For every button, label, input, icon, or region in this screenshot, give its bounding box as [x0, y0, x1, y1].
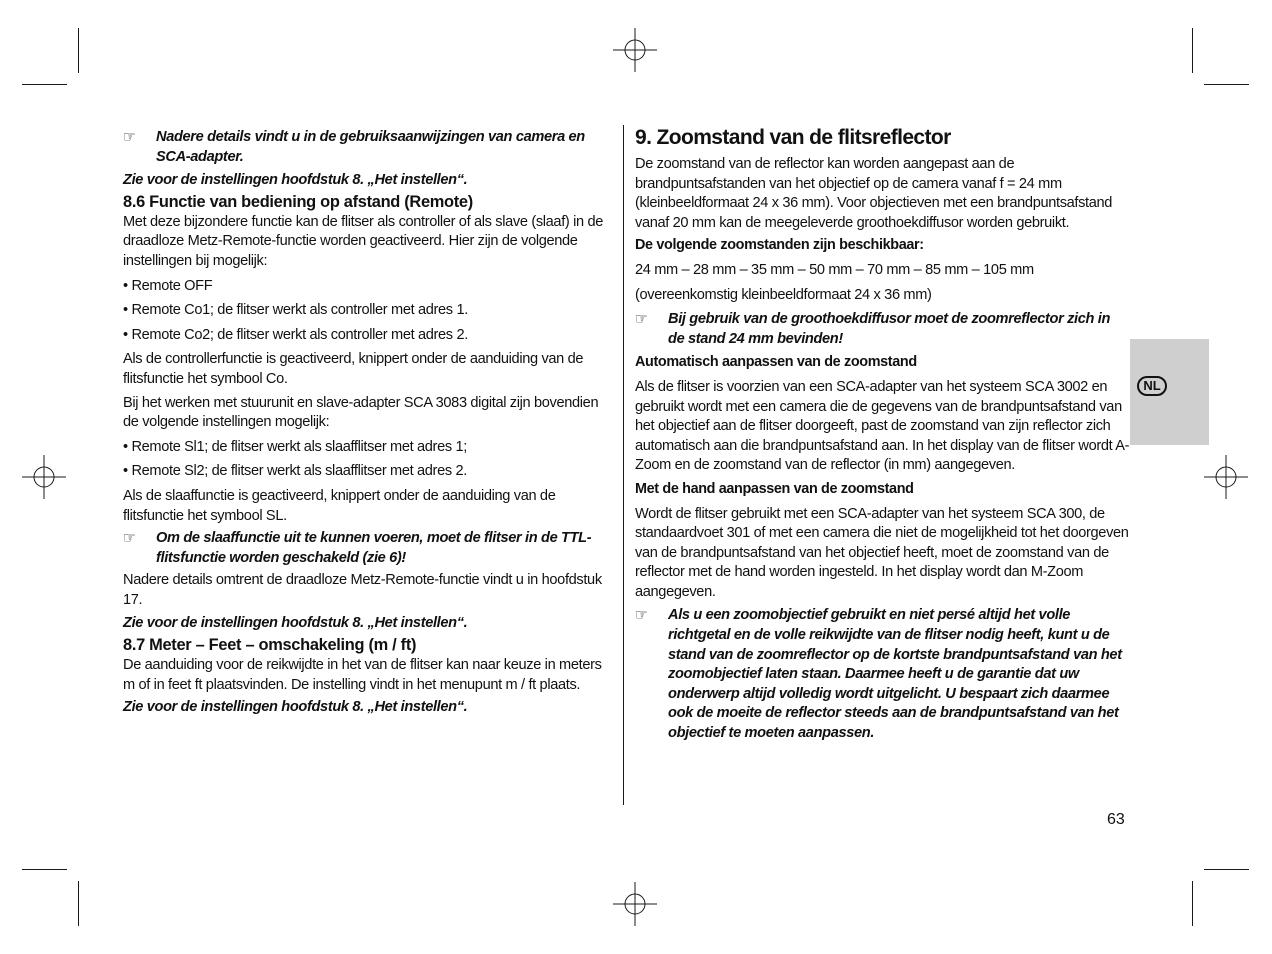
pointing-hand-icon: ☞: [635, 607, 648, 625]
crop-mark: [78, 881, 79, 926]
format-note: (overeenkomstig kleinbeeldformaat 24 x 36 mm): [635, 286, 932, 303]
registration-mark-icon: [1204, 455, 1248, 499]
list-item: • Remote OFF: [123, 277, 213, 294]
paragraph: Als de flitser is voorzien van een SCA-adapter van het systeem SCA 3002 en gebruikt wordt met een camera die de gegevens van de brandpuntsafstand van het objectief aan de flitser doorgeeft, past de zoomstand van zijn reflector zich automatisch aan die brandpuntsafstand aan. In het display van de flitser wordt A-Zoom en de zoomstand van de reflector (in mm) aangegeven.: [635, 378, 1130, 474]
paragraph: Als de controllerfunctie is geactiveerd, knippert onder de aanduiding van de flitsfunctie het symbool Co.: [123, 351, 584, 387]
left-column: [123, 128, 615, 718]
chapter-title: 9. Zoomstand van de flitsreflector: [635, 126, 951, 149]
registration-mark-icon: [613, 28, 657, 72]
paragraph: Als de slaaffunctie is geactiveerd, knippert onder de aanduiding van de flitsfunctie het symbool SL.: [123, 487, 556, 524]
page-number: 63: [1107, 811, 1125, 828]
paragraph: De aanduiding voor de reikwijdte in het van de flitser kan naar keuze in meters m of in feet ft plaatsvinden. De instelling vindt in het menupunt m / ft plaats.: [123, 657, 602, 693]
zoom-list: 24 mm – 28 mm – 35 mm – 50 mm – 70 mm – 85 mm – 105 mm: [635, 261, 1034, 278]
subheading-manual-zoom: Met de hand aanpassen van de zoomstand: [635, 480, 914, 497]
registration-mark-icon: [613, 882, 657, 926]
reference-settings: Zie voor de instellingen hoofdstuk 8. „Het instellen“.: [123, 615, 468, 632]
paragraph: Wordt de flitser gebruikt met een SCA-adapter van het systeem SCA 300, de standaardvoet 301 of met een camera die niet de mogelijkheid tot het doorgeven van de brandpuntsafstand van het objectief heeft, moet de zoomstand van de reflector met de hand worden ingesteld. In het display wordt dan M-Zoom aangegeven.: [635, 505, 1129, 600]
crop-mark: [78, 28, 79, 73]
column-divider: [623, 125, 624, 805]
list-item: • Remote Co2; de flitser werkt als controller met adres 2.: [123, 326, 468, 343]
subheading-available-zooms: De volgende zoomstanden zijn beschikbaar:: [635, 237, 924, 254]
pointing-hand-icon: ☞: [123, 530, 136, 548]
reference-settings: Zie voor de instellingen hoofdstuk 8. „Het instellen“.: [123, 172, 468, 189]
paragraph: De zoomstand van de reflector kan worden aangepast aan de brandpuntsafstanden van het objectief op de camera vanaf f = 24 mm (kleinbeeldformaat 24 x 36 mm). Voor objectieven met een brandpuntsafstand vanaf 20 mm kan de meegeleverde groothoekdiffusor worden gebruikt.: [635, 156, 1113, 231]
language-tab: [1130, 339, 1209, 445]
pointing-hand-icon: ☞: [635, 311, 648, 329]
crop-mark: [1204, 869, 1249, 870]
note-slave-ttl: ☞ Om de slaaffunctie uit te kunnen voeren, moet de flitser in de TTL-flitsfunctie worden geschakeld (zie 6)!: [123, 530, 592, 566]
crop-mark: [22, 84, 67, 85]
right-column: [635, 124, 1130, 744]
pointing-hand-icon: ☞: [123, 129, 136, 146]
crop-mark: [1204, 84, 1249, 85]
crop-mark: [22, 869, 67, 870]
language-badge: NL: [1137, 376, 1167, 396]
list-item: • Remote Sl2; de flitser werkt als slaafflitser met adres 2.: [123, 463, 467, 480]
list-item: • Remote Co1; de flitser werkt als controller met adres 1.: [123, 302, 468, 319]
paragraph: Bij het werken met stuurunit en slave-adapter SCA 3083 digital zijn bovendien de volgende instellingen mogelijk:: [123, 394, 599, 431]
registration-mark-icon: [22, 455, 66, 499]
reference-settings: Zie voor de instellingen hoofdstuk 8. „Het instellen“.: [123, 699, 468, 716]
list-item: • Remote Sl1; de flitser werkt als slaafflitser met adres 1;: [123, 438, 467, 455]
section-heading-meter-feet: 8.7 Meter – Feet – omschakeling (m / ft): [123, 636, 417, 655]
note-camera-details: ☞ Nadere details vindt u in de gebruiksaanwijzingen van camera en SCA-adapter.: [123, 129, 585, 165]
note-wide-angle-diffuser: ☞ Bij gebruik van de groothoekdiffusor moet de zoomreflector zich in de stand 24 mm bevinden!: [635, 311, 1111, 347]
subheading-auto-zoom: Automatisch aanpassen van de zoomstand: [635, 354, 917, 371]
crop-mark: [1192, 881, 1193, 926]
paragraph: Met deze bijzondere functie kan de flitser als controller of als slave (slaaf) in de draadloze Metz-Remote-functie worden geactiveerd. Hier zijn de volgende instellingen bij mogelijk:: [123, 213, 604, 269]
paragraph: Nadere details omtrent de draadloze Metz-Remote-functie vindt u in hoofdstuk 17.: [123, 572, 602, 608]
note-zoom-lens: ☞ Als u een zoomobjectief gebruikt en niet persé altijd het volle richtgetal en de volle reikwijdte van de flitser nodig heeft, kunt u de stand van de zoomreflector op de kortste brandpuntsafstand van het zoomobjectief laten staan. Daarmee heeft u de garantie dat uw onderwerp altijd volledig wordt uitgelicht. U bespaart zich daarmee ook de moeite de reflector steeds aan de brandpuntsafstand van het objectief te moeten aanpassen.: [635, 607, 1122, 742]
section-heading-remote: 8.6 Functie van bediening op afstand (Remote): [123, 192, 473, 211]
crop-mark: [1192, 28, 1193, 73]
